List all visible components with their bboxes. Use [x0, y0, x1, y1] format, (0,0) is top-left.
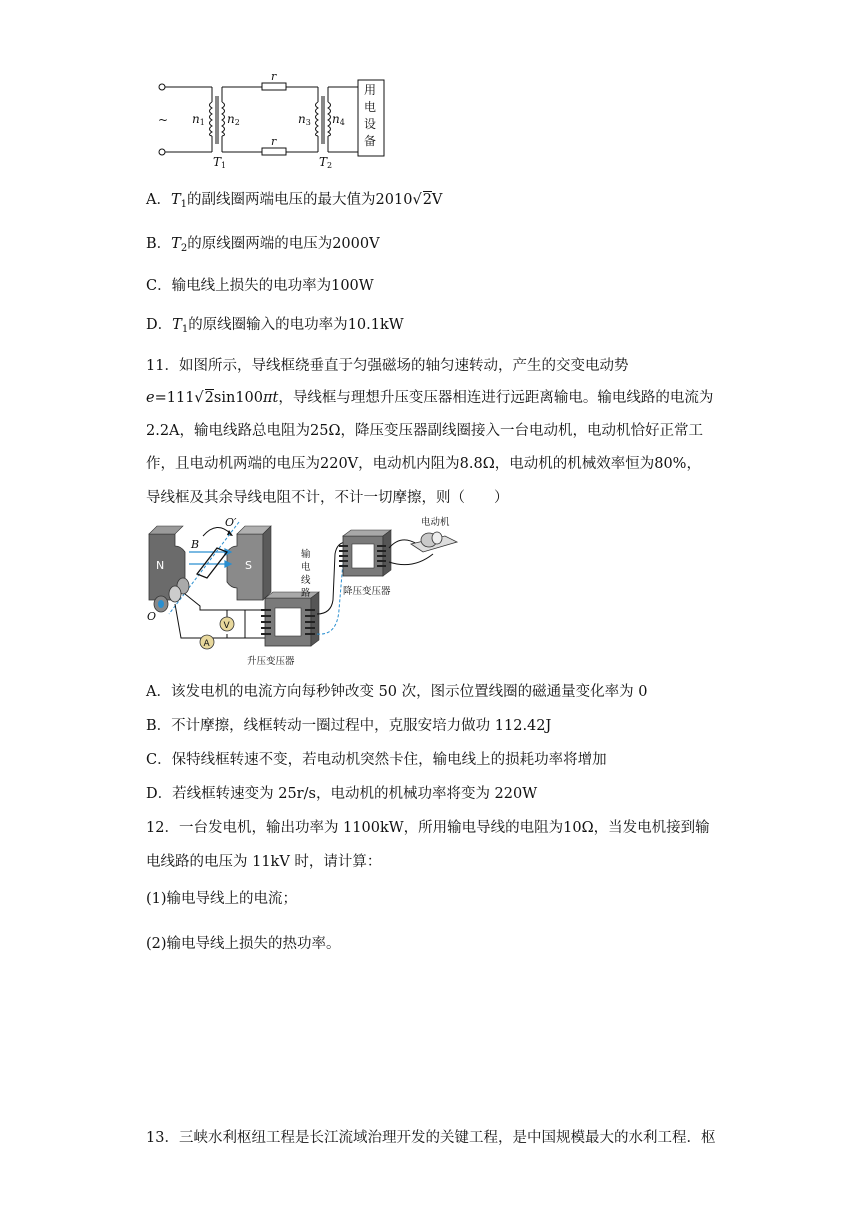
q11-stem-line-5: 导线框及其余导线电阻不计，不计一切摩擦，则（ ）: [146, 490, 509, 506]
axis-o-prime-label: O′: [225, 516, 237, 529]
q13-stem-line-1: 13．三峡水利枢纽工程是长江流域治理开发的关键工程，是中国规模最大的水利工程．枢: [146, 1130, 716, 1146]
q12-subquestion-1: (1)输电导线上的电流；: [146, 891, 298, 907]
q12-stem-line-2: 电线路的电压为 11kV 时，请计算：: [146, 854, 382, 870]
voltmeter-label: V: [223, 621, 230, 631]
q12-stem-line-1: 12．一台发电机，输出功率为 1100kW，所用输电导线的电阻为10Ω，当发电机接到输: [146, 820, 710, 836]
line-label-2: 电: [301, 562, 311, 573]
generator-transmission-figure: [145, 514, 465, 672]
label-device-4: 备: [364, 134, 377, 148]
line-label-1: 输: [301, 549, 311, 560]
sqrt-symbol: √: [412, 192, 422, 208]
q11-stem-line-1: 11．如图所示，导线框绕垂直于匀强磁场的轴匀速转动，产生的交变电动势: [146, 358, 629, 374]
q10-option-c: C．输电线上损失的电功率为100W: [146, 278, 374, 294]
label-r-bottom: r: [271, 135, 277, 148]
axis-o-label: O: [147, 610, 157, 623]
label-t2: T2: [319, 155, 333, 170]
label-device-3: 设: [364, 117, 377, 131]
label-t1: T1: [213, 155, 227, 170]
magnet-s-label: S: [245, 559, 252, 572]
label-n3: n3: [298, 112, 311, 127]
q10-option-b: B．$T_2$的原线圈两端的电压为2000V: [146, 236, 380, 254]
magnet-n-label: N: [156, 559, 165, 572]
line-label-4: 路: [301, 588, 311, 599]
label-n1: n1: [192, 112, 205, 127]
label-device-2: 电: [364, 100, 377, 114]
ammeter-label: A: [203, 639, 210, 649]
line-label-3: 线: [301, 575, 311, 586]
field-b-label: B: [191, 538, 200, 551]
label-n4: n4: [332, 112, 345, 127]
transmission-circuit-diagram: [150, 70, 390, 170]
q11-option-c: C．保特线框转速不变，若电动机突然卡住，输电线上的损耗功率将增加: [146, 752, 607, 768]
q11-stem-line-2: e=111√2sin100πt，导线框与理想升压变压器相连进行远距离输电。输电线路的电流为: [146, 390, 714, 406]
label-device-1: 用: [364, 83, 377, 97]
step-down-transformer-label: 降压变压器: [343, 586, 391, 597]
q11-option-a: A．该发电机的电流方向每秒钟改变 50 次，图示位置线圈的磁通量变化率为 0: [146, 684, 648, 700]
label-n2: n2: [227, 112, 240, 127]
ac-source-symbol: ~: [158, 113, 169, 127]
q11-option-b: B．不计摩擦，线框转动一圈过程中，克服安培力做功 112.42J: [146, 718, 552, 734]
q10-option-a: A．$T_1$的副线圈两端电压的最大值为2010√2V: [146, 192, 443, 210]
step-up-transformer-label: 升压变压器: [247, 656, 295, 667]
q11-stem-line-4: 作，且电动机两端的电压为220V，电动机内阻为8.8Ω，电动机的机械效率恒为80%，: [146, 456, 701, 472]
q11-option-d: D．若线框转速变为 25r/s，电动机的机械功率将变为 220W: [146, 786, 538, 802]
label-r-top: r: [271, 70, 277, 83]
q11-stem-line-3: 2.2A，输电线路总电阻为25Ω，降压变压器副线圈接入一台电动机，电动机恰好正常工: [146, 423, 704, 439]
q10-option-d: D．$T_1$的原线圈输入的电功率为10.1kW: [146, 317, 404, 335]
q12-subquestion-2: (2)输电导线上损失的热功率。: [146, 936, 341, 952]
motor-label: 电动机: [421, 517, 450, 528]
